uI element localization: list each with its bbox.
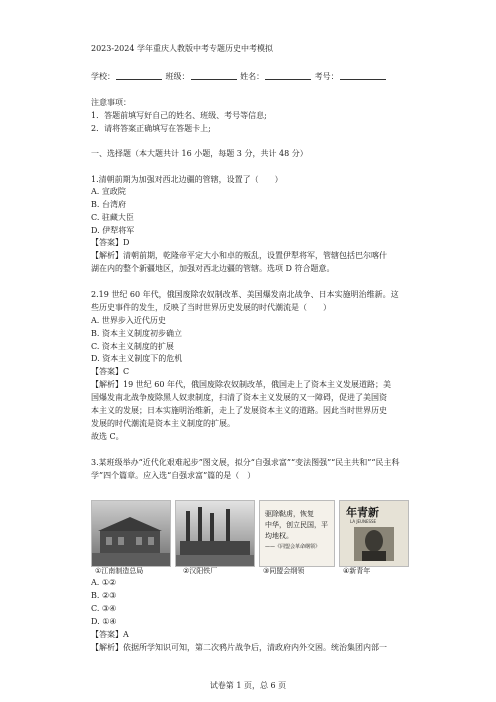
question-stem: 3.某班级举办“近代化艰难起步”图文展，拟分“自强求富”“变法图强”“民主共和”“民主科 xyxy=(91,458,400,467)
image-caption: ②汉阳铁厂 xyxy=(183,567,218,575)
magazine-title: 年青新 xyxy=(346,506,379,519)
answer: 【答案】A xyxy=(91,630,129,639)
option-d: D. 伊犁将军 xyxy=(91,226,135,235)
option-d: D. 资本主义制度下的危机 xyxy=(91,354,183,363)
school-blank[interactable] xyxy=(116,71,162,80)
option-c: C. 驻藏大臣 xyxy=(91,213,134,222)
new-youth-cover xyxy=(339,500,409,567)
image-caption: ①江南制造总局 xyxy=(95,567,144,575)
page-title: 2023-2024 学年重庆人教版中考专题历史中考模拟 xyxy=(91,44,273,53)
explanation-line: 【解析】依据所学知识可知，第二次鸦片战争后，清政府内外交困。统治集团内部一 xyxy=(91,643,387,652)
image-caption: ③同盟会纲领 xyxy=(263,567,305,575)
option-c: C. 资本主义制度的扩展 xyxy=(91,342,174,351)
option-b: B. 资本主义制度初步确立 xyxy=(91,329,182,338)
answer: 【答案】C xyxy=(91,367,130,376)
answer: 【答案】D xyxy=(91,238,130,247)
page-footer: 试卷第 1 页，总 6 页 xyxy=(209,681,287,690)
explanation-line: 国爆发南北战争废除黑人奴隶制度，扫清了资本主义发展的又一障碍，促进了美国资 xyxy=(91,393,387,402)
name-label: 姓名： xyxy=(240,72,265,81)
option-c: C. ③④ xyxy=(91,604,117,613)
jiangnan-arsenal-photo xyxy=(91,500,171,567)
note-item: 1．答题前填写好自己的姓名、班级、考号等信息; xyxy=(91,111,267,120)
note-item: 2．请将答案正确填写在答题卡上; xyxy=(91,124,211,133)
section-heading: 一、选择题（本大题共计 16 小题，每题 3 分，共计 48 分） xyxy=(91,149,308,158)
hanyang-ironworks-photo xyxy=(175,500,255,567)
program-source: ——《同盟会革命纲领》 xyxy=(265,544,321,550)
notes-heading: 注意事项： xyxy=(91,98,131,107)
explanation-line: 湖在内的整个新疆地区，加强对西北边疆的管辖。选项 D 符合题意。 xyxy=(91,264,335,273)
explanation-line: 【解析】清朝前期，乾隆帝平定大小和卓的叛乱，设置伊犁将军，管辖包括巴尔喀什 xyxy=(91,251,387,260)
name-blank[interactable] xyxy=(265,71,311,80)
school-label: 学校： xyxy=(91,72,115,81)
image-caption: ④新青年 xyxy=(343,567,371,575)
question-stem: 1.清朝前期为加强对西北边疆的管辖，设置了（ ） xyxy=(91,175,283,184)
class-blank[interactable] xyxy=(191,71,237,80)
question-stem: 些历史事件的发生，反映了当时世界历史发展的时代潮流是（ ） xyxy=(91,303,331,312)
question-stem: 2.19 世纪 60 年代，俄国废除农奴制改革、美国爆发南北战争、日本实施明治维新。这 xyxy=(91,290,399,299)
tongmenghui-program-card xyxy=(259,500,335,567)
option-a: A. ①② xyxy=(91,578,117,587)
magazine-subtitle: LA JEUNESSE xyxy=(350,519,377,524)
program-text-line: 均地权。 xyxy=(265,532,293,540)
option-a: A. 宣政院 xyxy=(91,187,126,196)
option-b: B. ②③ xyxy=(91,591,117,600)
question-image-row xyxy=(91,500,411,576)
exam-number-label: 考号： xyxy=(314,72,339,81)
exam-number-blank[interactable] xyxy=(340,71,386,80)
explanation-line: 【解析】19 世纪 60 年代，俄国废除农奴制改革，俄国走上了资本主义发展道路；美 xyxy=(91,380,391,389)
student-info-fields xyxy=(91,71,387,82)
option-b: B. 台湾府 xyxy=(91,200,126,209)
option-d: D. ①④ xyxy=(91,617,117,626)
program-text-line: 中华，创立民国，平 xyxy=(265,521,328,529)
class-label: 班级： xyxy=(165,72,190,81)
option-a: A. 世界步入近代历史 xyxy=(91,316,166,325)
program-text-line: 驱除鞑虏，恢复 xyxy=(265,510,314,518)
explanation-line: 本主义的发展；日本实施明治维新，走上了发展资本主义的道路。因此当时世界历史 xyxy=(91,406,387,415)
question-stem: 学”四个篇章。应入选“自强求富”篇的是（ ） xyxy=(91,471,256,480)
portrait-image xyxy=(354,527,394,561)
explanation-line: 发展的时代潮流是资本主义制度的扩展。 xyxy=(91,419,235,428)
explanation-line: 故选 C。 xyxy=(91,432,124,441)
